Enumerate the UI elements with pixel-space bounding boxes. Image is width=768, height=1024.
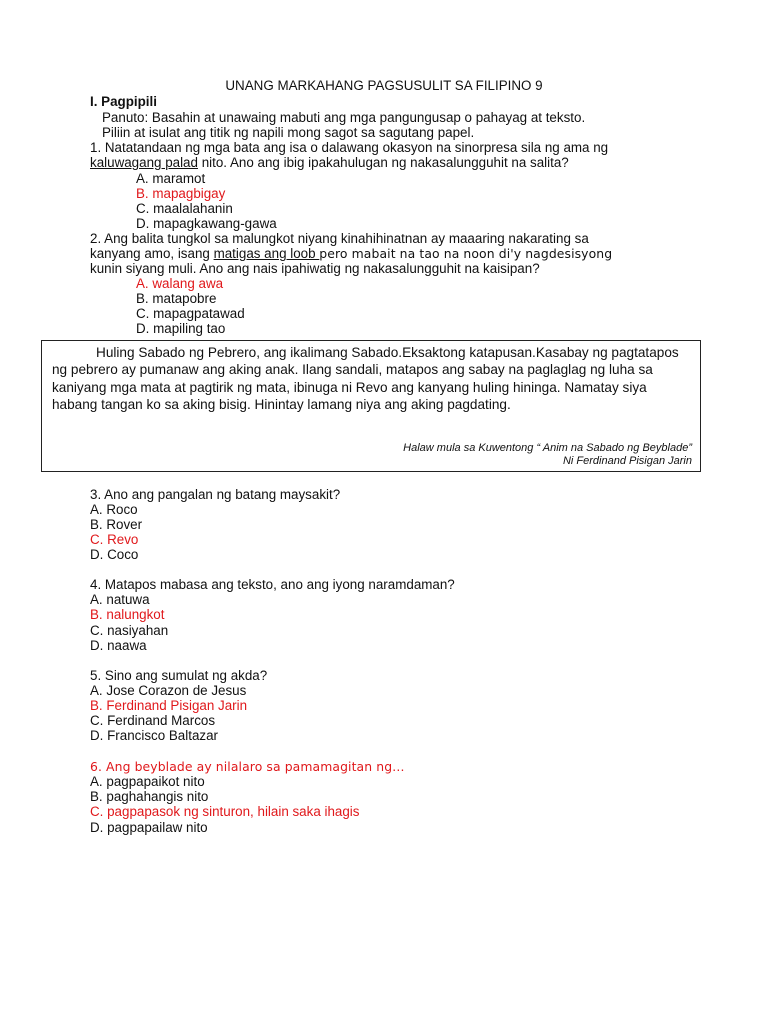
q1-stem-rest: nito. Ano ang ibig ipakahulugan ng nakasalungguhit na salita? xyxy=(197,155,569,170)
q2-stem-rest: pero mabait na tao na noon di'y nagdesisyong xyxy=(319,246,613,261)
q2-choice-c: C. mapagpatawad xyxy=(136,306,245,321)
q1-choice-a: A. maramot xyxy=(136,171,206,186)
passage-source-title: Halaw mula sa Kuwentong “ Anim na Sabado ng Beyblade” xyxy=(403,442,692,454)
section-heading: I. Pagpipili xyxy=(90,94,157,109)
q1-choice-c: C. maalalahanin xyxy=(136,201,233,216)
q4-choice-c: C. nasiyahan xyxy=(90,623,169,638)
q1-stem-line-2 xyxy=(90,155,569,170)
q5-choice-a: A. Jose Corazon de Jesus xyxy=(90,683,247,698)
passage-source-author: Ni Ferdinand Pisigan Jarin xyxy=(562,455,692,467)
q5-choice-d: D. Francisco Baltazar xyxy=(90,728,218,743)
q1-stem-line-1: 1. Natatandaan ng mga bata ang isa o dalawang okasyon na sinorpresa sila ng ama ng xyxy=(90,140,609,155)
directions-line-1: Panuto: Basahin at unawaing mabuti ang mga pangungusap o pahayag at teksto. xyxy=(102,110,586,125)
q4-choice-a: A. natuwa xyxy=(90,592,150,607)
q2-stem-line-1: 2. Ang balita tungkol sa malungkot niyang kinahihinatnan ay maaaring nakarating sa xyxy=(90,231,589,246)
q1-choice-d: D. mapagkawang-gawa xyxy=(136,216,277,231)
q6-choice-d: D. pagpapailaw nito xyxy=(90,820,208,835)
q2-underlined-phrase: matigas ang loob xyxy=(213,246,320,261)
q3-choice-b: B. Rover xyxy=(90,517,143,532)
q1-choice-b-answer: B. mapagbigay xyxy=(136,186,226,201)
q2-stem-pre: kanyang amo, isang xyxy=(90,246,214,261)
q6-choice-c-answer: C. pagpapasok ng sinturon, hilain saka ihagis xyxy=(90,804,360,819)
directions-line-2: Piliin at isulat ang titik ng napili mong sagot sa sagutang papel. xyxy=(102,125,475,140)
q6-choice-b: B. paghahangis nito xyxy=(90,789,209,804)
q2-stem-line-2 xyxy=(90,246,612,261)
q5-choice-c: C. Ferdinand Marcos xyxy=(90,713,216,728)
exam-title: UNANG MARKAHANG PAGSUSULIT SA FILIPINO 9 xyxy=(225,78,543,93)
q6-choice-a: A. pagpapaikot nito xyxy=(90,774,205,789)
q5-stem: 5. Sino ang sumulat ng akda? xyxy=(90,668,268,683)
passage-text: Huling Sabado ng Pebrero, ang ikalimang Sabado.Eksaktong katapusan.Kasabay ng pagtatapos ng pebrero ay pumanaw ang aking anak. Ilang sandali, matapos ang sabay na paglaglag ng luha sa kaniyang mga mata at pagtirik ng mata, ibinuga ni Revo ang kanyang huling hininga. Namatay siya habang tangan ko sa aking bisig. Hinintay lamang niya ang aking pagdating. xyxy=(52,345,679,412)
q4-choice-d: D. naawa xyxy=(90,638,147,653)
q5-choice-b-answer: B. Ferdinand Pisigan Jarin xyxy=(90,698,248,713)
q3-choice-a: A. Roco xyxy=(90,502,138,517)
q2-choice-d: D. mapiling tao xyxy=(136,321,226,336)
q3-stem: 3. Ano ang pangalan ng batang maysakit? xyxy=(90,487,341,502)
q3-choice-d: D. Coco xyxy=(90,547,139,562)
q2-choice-b: B. matapobre xyxy=(136,291,217,306)
q4-stem: 4. Matapos mabasa ang teksto, ano ang iyong naramdaman? xyxy=(90,577,455,592)
q1-underlined-phrase: kaluwagang palad xyxy=(90,155,198,170)
q2-choice-a-answer: A. walang awa xyxy=(136,276,224,291)
q2-stem-line-3: kunin siyang muli. Ano ang nais ipahiwatig ng nakasalungguhit na kaisipan? xyxy=(90,261,540,276)
q3-choice-c-answer: C. Revo xyxy=(90,532,139,547)
q4-choice-b-answer: B. nalungkot xyxy=(90,607,165,622)
q6-stem: 6. Ang beyblade ay nilalaro sa pamamagitan ng… xyxy=(90,759,405,774)
